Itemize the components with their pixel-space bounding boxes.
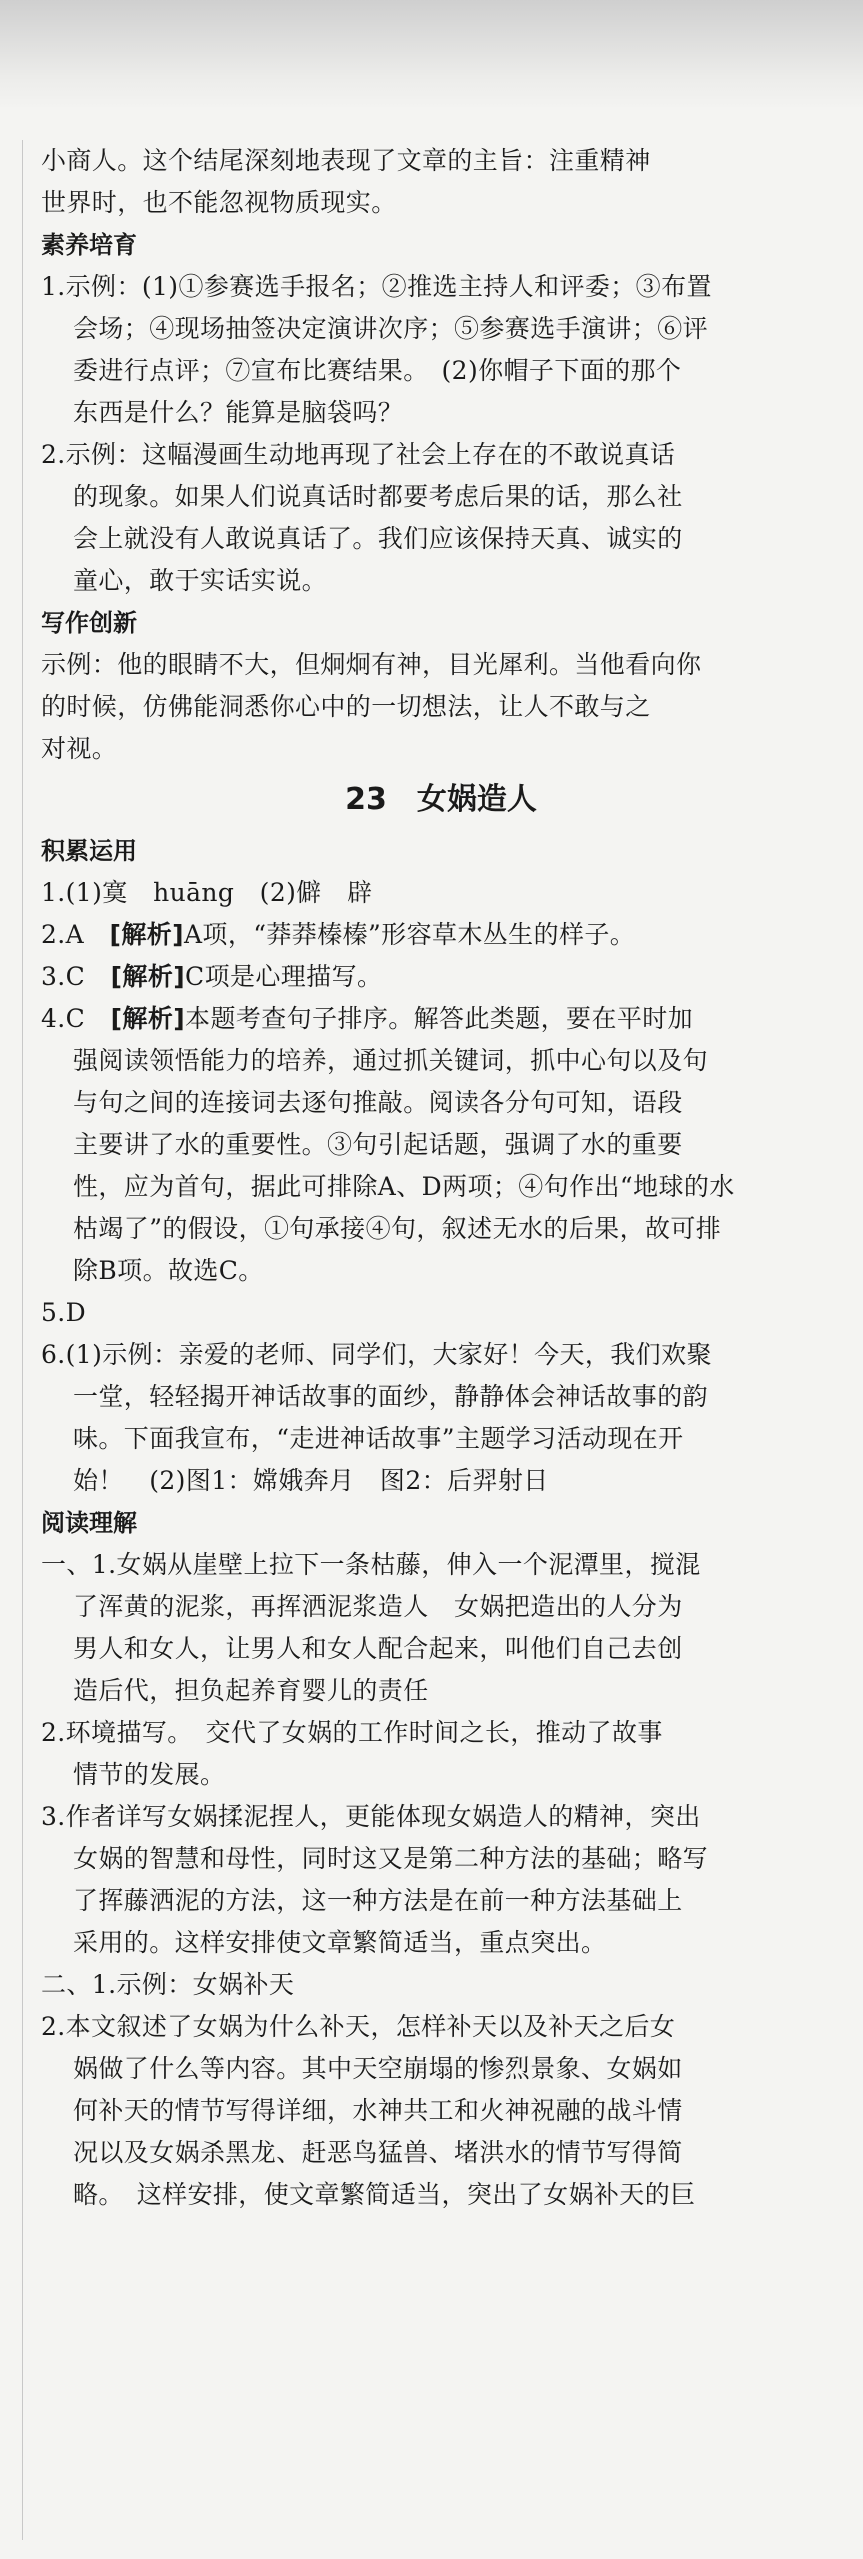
text-line: 采用的。这样安排使文章繁简适当，重点突出。 xyxy=(73,1928,607,1957)
text-line: 会场；④现场抽签决定演讲次序；⑤参赛选手演讲；⑥评 xyxy=(73,314,709,343)
answer-letter: 2.A xyxy=(41,920,110,949)
section-heading-jilei: 积累运用 xyxy=(41,837,137,865)
text-line: 对视。 xyxy=(41,734,118,763)
text-line: 女娲的智慧和母性，同时这又是第二种方法的基础；略写 xyxy=(73,1844,709,1873)
text-line: 会上就没有人敢说真话了。我们应该保持天真、诚实的 xyxy=(73,524,683,553)
text-line: 2.示例：这幅漫画生动地再现了社会上存在的不敢说真话 xyxy=(41,440,676,469)
answer-letter: 3.C xyxy=(41,962,111,991)
text-line: 娲做了什么等内容。其中天空崩塌的惨烈景象、女娲如 xyxy=(73,2054,683,2083)
text-line: 情节的发展。 xyxy=(73,1760,226,1789)
text-line: 2.环境描写。 交代了女娲的工作时间之长，推动了故事 xyxy=(41,1718,663,1747)
text-line: 小商人。这个结尾深刻地表现了文章的主旨：注重精神 xyxy=(41,146,651,175)
text-line: 的时候，仿佛能洞悉你心中的一切想法，让人不敢与之 xyxy=(41,692,651,721)
text-line: 造后代，担负起养育婴儿的责任 xyxy=(73,1676,429,1705)
text-line: 委进行点评；⑦宣布比赛结果。 (2)你帽子下面的那个 xyxy=(73,356,682,385)
text-line: 略。 这样安排，使文章繁简适当，突出了女娲补天的巨 xyxy=(73,2180,696,2209)
text-line: 一、1.女娲从崖壁上拉下一条枯藤，伸入一个泥潭里，搅混 xyxy=(41,1550,701,1579)
text-line: 5.D xyxy=(41,1298,87,1327)
analysis-text: 本题考查句子排序。解答此类题，要在平时加 xyxy=(185,1004,694,1033)
section-heading-xiezuo: 写作创新 xyxy=(41,609,137,637)
text-line: 东西是什么？能算是脑袋吗？ xyxy=(73,398,404,427)
text-line: 6.(1)示例：亲爱的老师、同学们，大家好！今天，我们欢聚 xyxy=(41,1340,712,1369)
analysis-tag: [解析] xyxy=(110,1004,186,1033)
text-line: 示例：他的眼睛不大，但炯炯有神，目光犀利。当他看向你 xyxy=(41,650,702,679)
lesson-title: 23 女娲造人 xyxy=(345,782,537,817)
text-line: 2.本文叙述了女娲为什么补天，怎样补天以及补天之后女 xyxy=(41,2012,676,2041)
answer-content xyxy=(41,140,841,2216)
text-line: 除B项。故选C。 xyxy=(73,1256,264,1285)
text-line: 性，应为首句，据此可排除A、D两项；④句作出“地球的水 xyxy=(73,1172,735,1201)
text-line: 1.示例：(1)①参赛选手报名；②推选主持人和评委；③布置 xyxy=(41,272,712,301)
answer-page xyxy=(22,140,843,2540)
text-line: 童心，敢于实话实说。 xyxy=(73,566,328,595)
text-line: 始！ (2)图1：嫦娥奔月 图2：后羿射日 xyxy=(73,1466,549,1495)
text-line: 3.作者详写女娲揉泥捏人，更能体现女娲造人的精神，突出 xyxy=(41,1802,701,1831)
analysis-tag: [解析] xyxy=(109,920,184,949)
text-line xyxy=(41,998,841,1040)
text-line: 了挥藤洒泥的方法，这一种方法是在前一种方法基础上 xyxy=(73,1886,683,1915)
text-line xyxy=(41,914,841,956)
text-line: 主要讲了水的重要性。③句引起话题，强调了水的重要 xyxy=(73,1130,683,1159)
analysis-text: A项，“莽莽榛榛”形容草木丛生的样子。 xyxy=(183,920,636,949)
text-line: 二、1.示例：女娲补天 xyxy=(41,1970,295,1999)
analysis-tag: [解析] xyxy=(110,962,186,991)
section-heading-yuedu: 阅读理解 xyxy=(41,1509,137,1537)
analysis-text: C项是心理描写。 xyxy=(185,962,383,991)
text-line: 味。下面我宣布，“走进神话故事”主题学习活动现在开 xyxy=(73,1424,684,1453)
section-heading-suyang: 素养培育 xyxy=(41,231,137,259)
page-top-shadow xyxy=(0,0,863,110)
text-line: 世界时，也不能忽视物质现实。 xyxy=(41,188,397,217)
text-line: 了浑黄的泥浆，再挥洒泥浆造人 女娲把造出的人分为 xyxy=(73,1592,683,1621)
text-line: 与句之间的连接词去逐句推敲。阅读各分句可知，语段 xyxy=(73,1088,683,1117)
text-line: 的现象。如果人们说真话时都要考虑后果的话，那么社 xyxy=(73,482,683,511)
answer-letter: 4.C xyxy=(41,1004,111,1033)
text-line: 1.(1)寞 huāng (2)僻 辟 xyxy=(41,878,373,907)
text-line: 一堂，轻轻揭开神话故事的面纱，静静体会神话故事的韵 xyxy=(73,1382,709,1411)
text-line: 强阅读领悟能力的培养，通过抓关键词，抓中心句以及句 xyxy=(73,1046,709,1075)
text-line xyxy=(41,956,841,998)
text-line: 枯竭了”的假设，①句承接④句，叙述无水的后果，故可排 xyxy=(73,1214,722,1243)
text-line: 男人和女人，让男人和女人配合起来，叫他们自己去创 xyxy=(73,1634,683,1663)
text-line: 何补天的情节写得详细，水神共工和火神祝融的战斗情 xyxy=(73,2096,683,2125)
text-line: 况以及女娲杀黑龙、赶恶鸟猛兽、堵洪水的情节写得简 xyxy=(73,2138,683,2167)
